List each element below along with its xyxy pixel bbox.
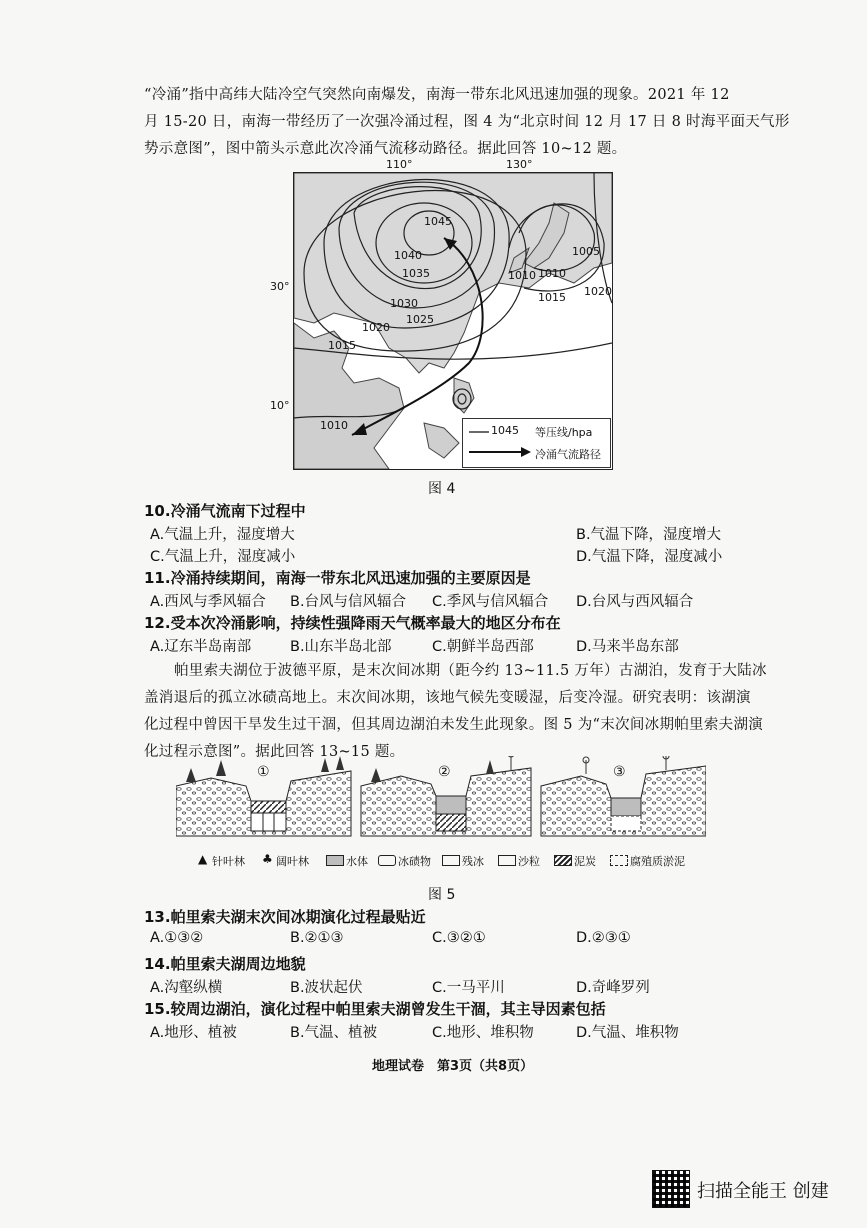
map-legend	[462, 418, 611, 468]
isobar-label: 1045	[424, 215, 452, 228]
sand-swatch	[498, 855, 516, 866]
option: C.气温上升，湿度减小	[150, 549, 296, 565]
isobar-label: 1040	[394, 249, 422, 262]
option: B.气温、植被	[290, 1025, 378, 1041]
isobar-label: 1035	[402, 267, 430, 280]
arrow-legend-icon	[469, 447, 531, 457]
legend-label: 残冰	[462, 855, 484, 868]
peat-swatch	[554, 855, 572, 866]
option: D.台风与西风辐合	[576, 594, 694, 610]
isobar-label: 1020	[362, 321, 390, 334]
stage-label: ③	[613, 764, 626, 780]
isobar-label: 1025	[406, 313, 434, 326]
isobar-label: 1010	[320, 419, 348, 432]
option: C.地形、堆积物	[432, 1025, 534, 1041]
broadleaf-icon: ♣	[262, 852, 273, 866]
water-swatch	[326, 855, 344, 866]
humus-mud-swatch	[610, 855, 628, 866]
option: A.①③②	[150, 930, 204, 946]
residual-ice-swatch	[442, 855, 460, 866]
option: C.③②①	[432, 930, 486, 946]
intro-line: 帕里索夫湖位于波德平原，是末次间冰期（距今约 13~11.5 万年）古湖泊，发育于大陆冰	[174, 663, 767, 679]
intro-line: 盖消退后的孤立冰碛高地上。末次间冰期，该地气候先变暖湿，后变冷湿。研究表明：该湖演	[144, 690, 751, 706]
option: C.季风与信风辐合	[432, 594, 549, 610]
legend-label: 冰碛物	[398, 855, 431, 868]
legend-label: 水体	[346, 855, 368, 868]
scanner-watermark: 扫描全能王 创建	[697, 1181, 829, 1202]
legend-label: 针叶林	[212, 855, 245, 868]
legend-label: 泥炭	[574, 855, 596, 868]
option: B.气温下降，湿度增大	[576, 527, 722, 543]
conifer-icon: ▲	[198, 852, 208, 866]
isobar-legend-line	[469, 429, 489, 435]
fig5-legend	[198, 852, 718, 870]
isobar-label: 1030	[390, 297, 418, 310]
option: D.马来半岛东部	[576, 639, 679, 655]
option: A.地形、植被	[150, 1025, 237, 1041]
lake-evolution-diagram	[176, 756, 706, 841]
question-stem: 14.帕里索夫湖周边地貌	[144, 955, 306, 973]
option: C.一马平川	[432, 980, 505, 996]
option: C.朝鲜半岛西部	[432, 639, 534, 655]
option: D.气温下降，湿度减小	[576, 549, 723, 565]
intro-line: 月 15-20 日，南海一带经历了一次强冷涌过程，图 4 为“北京时间 12 月 17 日 8 时海平面天气形	[144, 114, 790, 130]
figure-5-caption: 图 5	[428, 887, 456, 903]
lat-label: 30°	[270, 280, 290, 293]
intro-line: 化过程示意图”。据此回答 13~15 题。	[144, 744, 405, 760]
question-stem: 10.冷涌气流南下过程中	[144, 502, 306, 520]
question-stem: 15.较周边湖泊，演化过程中帕里索夫湖曾发生干涸，其主导因素包括	[144, 1000, 606, 1018]
legend-label: 沙粒	[518, 855, 540, 868]
option: B.台风与信风辐合	[290, 594, 407, 610]
option: B.②①③	[290, 930, 344, 946]
legend-isobar-label: 等压线/hpa	[535, 426, 593, 439]
legend-label: 阔叶林	[276, 855, 309, 868]
isobar-label: 1015	[328, 339, 356, 352]
intro-line: 势示意图”，图中箭头示意此次冷涌气流移动路径。据此回答 10~12 题。	[144, 141, 627, 157]
option: A.沟壑纵横	[150, 980, 223, 996]
legend-arrow-label: 冷涌气流路径	[535, 448, 601, 461]
option: B.山东半岛北部	[290, 639, 392, 655]
option: D.气温、堆积物	[576, 1025, 679, 1041]
page-footer: 地理试卷 第3页（共8页）	[372, 1059, 534, 1074]
stage-label: ①	[257, 764, 270, 780]
option: A.西风与季风辐合	[150, 594, 266, 610]
figure-4-caption: 图 4	[428, 481, 456, 497]
option: B.波状起伏	[290, 980, 363, 996]
isobar-label: 1005	[572, 245, 600, 258]
stage-label: ②	[438, 764, 451, 780]
legend-isobar-sample: 1045	[491, 424, 519, 437]
intro-line: 化过程中曾因干旱发生过干涸，但其周边湖泊未发生此现象。图 5 为“末次间冰期帕里索夫湖演	[144, 717, 764, 733]
isobar-label: 1010	[508, 269, 536, 282]
option: D.②③①	[576, 930, 631, 946]
lon-label: 130°	[506, 158, 533, 171]
isobar-label: 1020	[584, 285, 612, 298]
option: A.气温上升，湿度增大	[150, 527, 295, 543]
moraine-swatch	[378, 855, 396, 866]
lon-label: 110°	[386, 158, 413, 171]
question-stem: 13.帕里索夫湖末次间冰期演化过程最贴近	[144, 908, 426, 926]
option: D.奇峰罗列	[576, 980, 650, 996]
isobar-label: 1015	[538, 291, 566, 304]
option: A.辽东半岛南部	[150, 639, 252, 655]
qr-code-icon	[652, 1170, 690, 1208]
question-stem: 11.冷涌持续期间，南海一带东北风迅速加强的主要原因是	[144, 569, 531, 587]
question-stem: 12.受本次冷涌影响，持续性强降雨天气概率最大的地区分布在	[144, 614, 561, 632]
isobar-label: 1010	[538, 267, 566, 280]
lat-label: 10°	[270, 399, 290, 412]
legend-label: 腐殖质淤泥	[630, 855, 685, 868]
intro-line: “冷涌”指中高纬大陆冷空气突然向南爆发，南海一带东北风迅速加强的现象。2021 年 12	[144, 87, 730, 103]
